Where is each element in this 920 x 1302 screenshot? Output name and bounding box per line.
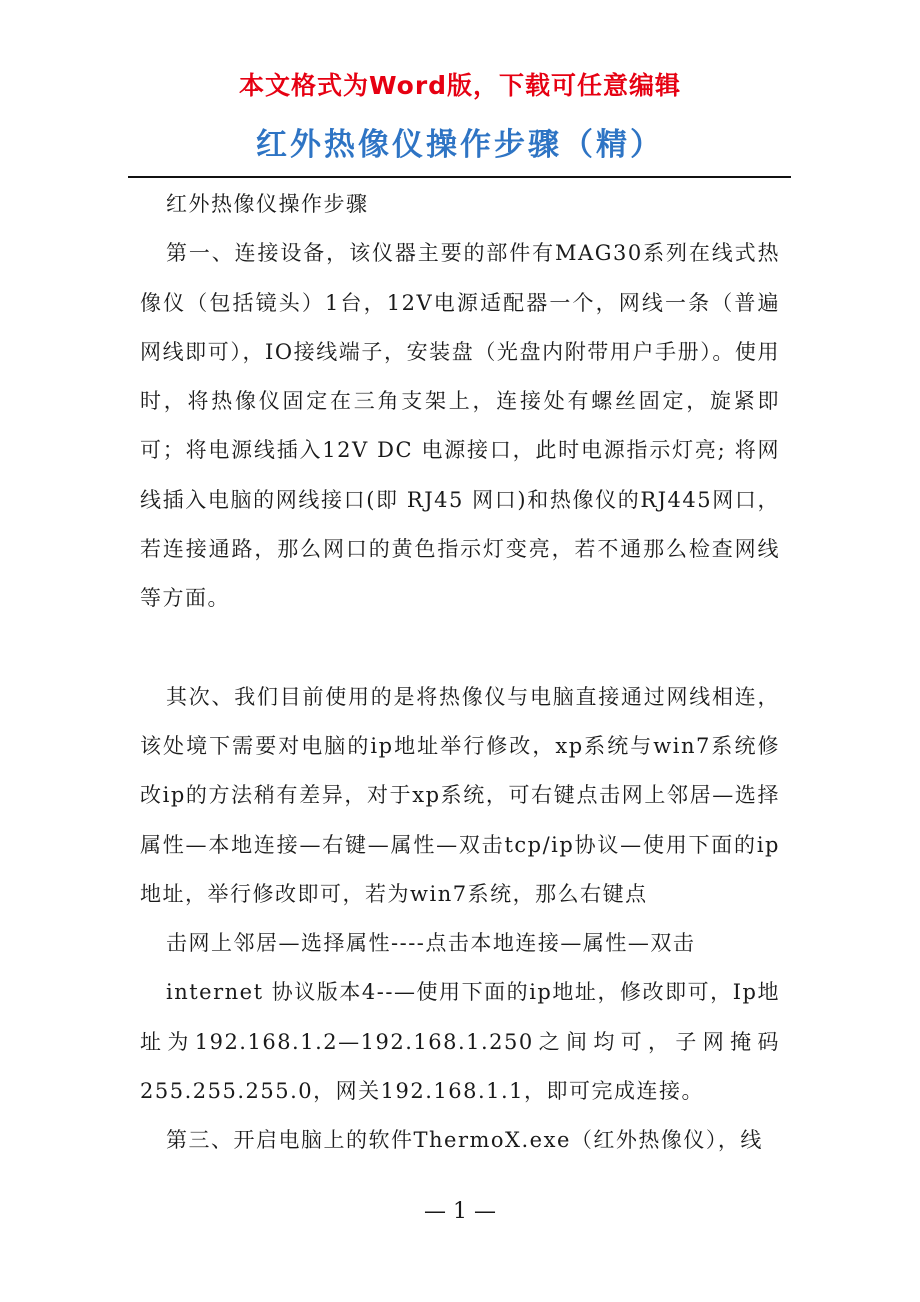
paragraph-step-2: 其次、我们目前使用的是将热像仪与电脑直接通过网线相连，该处境下需要对电脑的ip地址举行修改，xp系统与win7系统修改ip的方法稍有差异，对于xp系统，可右键点击网上邻居—选择属性—本地连接—右键—属性—双击tcp/ip协议—使用下面的ip地址，举行修改即可，若为win7系统，那么右键点	[140, 684, 780, 906]
page-number: — 1 —	[424, 1199, 496, 1224]
paragraph-step-2-continued: 击网上邻居—选择属性----点击本地连接—属性—双击	[166, 931, 696, 956]
document-title: 红外热像仪操作步骤（精）	[256, 127, 664, 163]
title-divider	[128, 176, 791, 178]
paragraph-step-2-ip-settings: internet 协议版本4--—使用下面的ip地址，修改即可，Ip地址为192.168.1.2—192.168.1.250之间均可，子网掩码255.255.255.0，网关192.168.1.1，即可完成连接。	[140, 980, 780, 1104]
format-notice-banner: 本文格式为Word版，下载可任意编辑	[238, 71, 682, 100]
document-body	[140, 180, 780, 1166]
paragraph-step-3: 第三、开启电脑上的软件ThermoX.exe（红外热像仪），线	[166, 1128, 763, 1153]
section-heading: 红外热像仪操作步骤	[166, 192, 369, 216]
paragraph-step-1: 第一、连接设备，该仪器主要的部件有MAG30系列在线式热像仪（包括镜头）1台，12V电源适配器一个，网线一条（普遍网线即可），IO接线端子，安装盘（光盘内附带用户手册）。使用时，将热像仪固定在三角支架上，连接处有螺丝固定，旋紧即可；将电源线插入12V DC 电源接口，此时电源指示灯亮; 将网线插入电脑的网线接口(即 RJ45 网口)和热像仪的RJ445网口，若连接通路，那么网口的黄色指示灯变亮，若不通那么检查网线等方面。	[140, 241, 780, 611]
